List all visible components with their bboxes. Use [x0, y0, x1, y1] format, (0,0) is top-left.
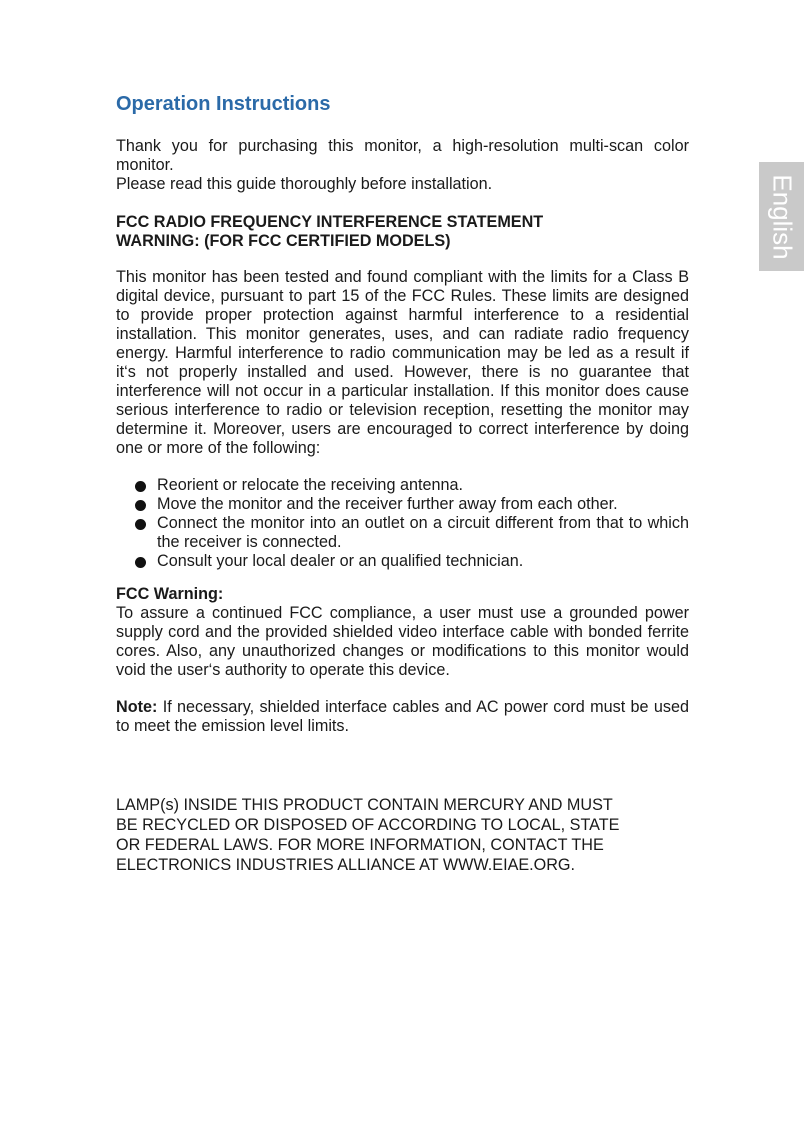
- document-body: [116, 92, 689, 736]
- bullet-icon: [135, 481, 146, 492]
- intro-line-2: Please read this guide thoroughly before installation.: [116, 175, 493, 193]
- lamp-notice-line-2: BE RECYCLED OR DISPOSED OF ACCORDING TO LOCAL, STATE: [116, 816, 620, 834]
- remedy-list: [116, 476, 689, 571]
- note-label: Note:: [116, 698, 158, 716]
- list-item: [116, 552, 689, 571]
- list-item-text: Consult your local dealer or an qualified technician.: [157, 552, 524, 570]
- fcc-heading-line-2: WARNING: (FOR FCC CERTIFIED MODELS): [116, 232, 451, 250]
- bullet-icon: [135, 519, 146, 530]
- list-item-text: Reorient or relocate the receiving antenna.: [157, 476, 463, 494]
- intro-line-1: Thank you for purchasing this monitor, a high-resolution multi-scan color monitor.: [116, 137, 689, 174]
- list-item: [116, 476, 689, 495]
- fcc-warning-paragraph: To assure a continued FCC compliance, a user must use a grounded power supply cord and the provided shielded video interface cable with bonded ferrite cores. Also, any unauthorized changes or modifications to this monitor would void the user‘s authority to operate this device.: [116, 604, 689, 679]
- bullet-icon: [135, 557, 146, 568]
- lamp-notice-line-4: ELECTRONICS INDUSTRIES ALLIANCE AT WWW.EIAE.ORG.: [116, 856, 576, 874]
- lamp-notice-line-3: OR FEDERAL LAWS. FOR MORE INFORMATION, CONTACT THE: [116, 836, 604, 854]
- compliance-paragraph: This monitor has been tested and found compliant with the limits for a Class B digital device, pursuant to part 15 of the FCC Rules. These limits are designed to provide proper protection against harmful interference to a residential installation. This monitor generates, uses, and can radiate radio frequency energy. Harmful interference to radio communication may be led as a result if it‘s not properly installed and used. However, there is no guarantee that interference will not occur in a particular installation. If this monitor does cause serious interference to radio or television reception, resetting the monitor may determine it. Moreover, users are encouraged to correct interference by doing one or more of the following:: [116, 268, 689, 457]
- page-title: Operation Instructions: [116, 93, 331, 115]
- fcc-heading-line-1: FCC RADIO FREQUENCY INTERFERENCE STATEMENT: [116, 213, 544, 231]
- list-item: [116, 495, 689, 514]
- list-item-text: Move the monitor and the receiver further away from each other.: [157, 495, 618, 513]
- mercury-lamp-notice: [116, 795, 676, 875]
- fcc-statement-heading: [116, 213, 689, 251]
- language-tab: [759, 162, 804, 271]
- intro-paragraph: [116, 137, 689, 194]
- lamp-notice-line-1: LAMP(s) INSIDE THIS PRODUCT CONTAIN MERCURY AND MUST: [116, 796, 613, 814]
- list-item: [116, 514, 689, 552]
- note-text: If necessary, shielded interface cables and AC power cord must be used to meet the emission level limits.: [116, 698, 689, 735]
- fcc-warning-heading: FCC Warning:: [116, 585, 224, 603]
- note-paragraph: [116, 698, 689, 736]
- list-item-text: Connect the monitor into an outlet on a circuit different from that to which the receiver is connected.: [157, 514, 689, 551]
- language-tab-label: English: [767, 173, 797, 260]
- bullet-icon: [135, 500, 146, 511]
